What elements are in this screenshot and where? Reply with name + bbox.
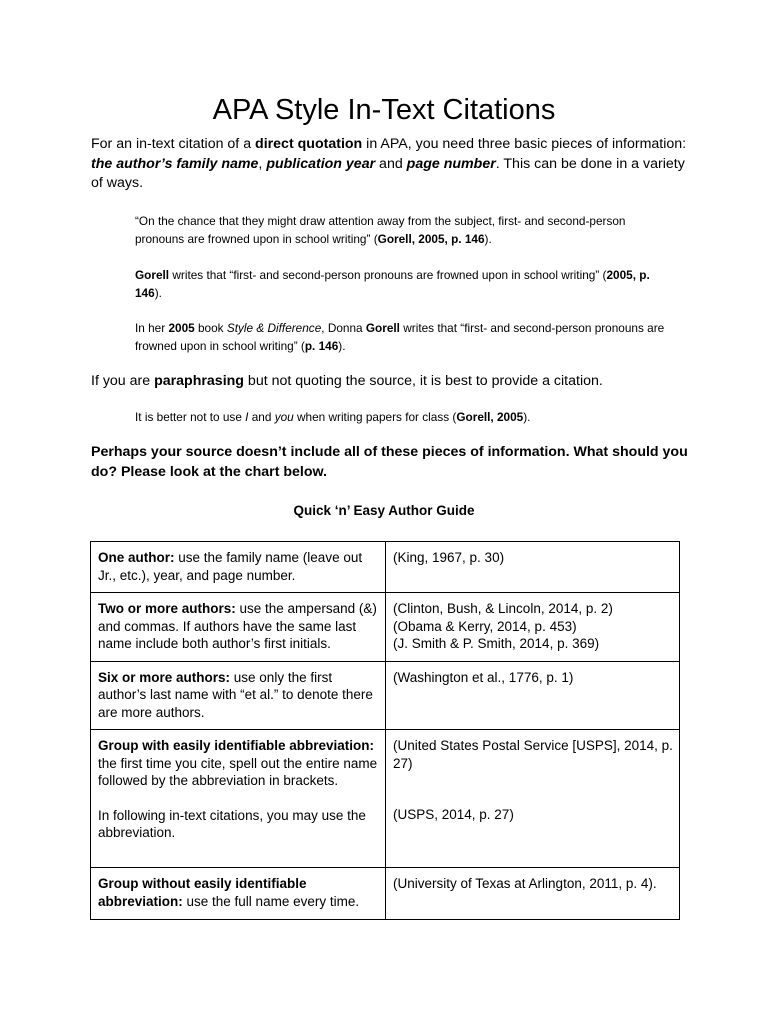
example4-italic-i: I <box>245 410 249 424</box>
rule-cell <box>91 730 386 868</box>
intro-text-5: . This can be done in a variety of ways. <box>91 155 685 191</box>
table-row <box>91 730 680 868</box>
intro-paragraph <box>91 135 691 194</box>
rule-label: Group with easily identifiable abbreviation: <box>98 738 375 753</box>
example-quote-1 <box>135 212 675 248</box>
example1-text-1: “On the chance that they might draw attention away from the subject, first- and second-person pronouns are frowned upon in school writing” ( <box>135 214 626 246</box>
intro-publication-year: publication year <box>266 155 376 172</box>
example3-text-3: , Donna <box>321 321 366 335</box>
citation-example: (University of Texas at Arlington, 2011, p. 4). <box>393 876 657 891</box>
rule-description: use the family name (leave out Jr., etc.), year, and page number. <box>98 550 363 583</box>
rule-cell <box>91 542 386 593</box>
example3-text-2: book <box>194 321 227 335</box>
example4-text-4: ). <box>523 410 531 424</box>
question-paragraph: Perhaps your source doesn’t include all of these pieces of information. What should you do? Please look at the chart below. <box>91 444 688 480</box>
intro-text-1: For an in-text citation of a <box>91 136 256 152</box>
rule-label: Two or more authors: <box>98 601 236 616</box>
table-row <box>91 661 680 730</box>
table-row <box>91 868 680 920</box>
table-row <box>91 542 680 593</box>
example-quote-2 <box>135 266 675 302</box>
intro-text-2: in APA, you need three basic pieces of information: <box>362 136 687 152</box>
citation-example: (United States Postal Service [USPS], 2014, p. 27) <box>393 738 673 771</box>
guide-title: Quick ‘n’ Easy Author Guide <box>293 503 475 518</box>
citation-example-followup: (USPS, 2014, p. 27) <box>393 807 514 822</box>
paraphrase-paragraph <box>91 372 691 392</box>
example4-text-1: It is better not to use <box>135 410 246 424</box>
example3-text-4: writes that “first- and second-person pronouns are frowned upon in school writing” ( <box>135 321 665 353</box>
example4-text-2: and <box>248 410 275 424</box>
paraphrase-keyword: paraphrasing <box>154 373 244 389</box>
example1-text-2: ). <box>484 232 492 246</box>
rule-description: use only the first author’s last name with “et al.” to denote there are more authors. <box>98 669 373 720</box>
rule-description: the first time you cite, spell out the entire name followed by the abbreviation in brackets. <box>98 755 378 788</box>
citation-example: (Clinton, Bush, & Lincoln, 2014, p. 2) <box>393 601 613 616</box>
author-guide-table <box>90 541 680 920</box>
paraphrase-text-1: If you are <box>91 373 155 389</box>
rule-label: Group without easily identifiable abbreviation: <box>98 876 307 909</box>
rule-description: use the full name every time. <box>182 893 360 909</box>
example-cell <box>386 730 680 868</box>
example3-page: p. 146 <box>304 339 339 353</box>
example-cell <box>386 593 680 662</box>
page-title: APA Style In-Text Citations <box>212 94 556 126</box>
rule-label: Six or more authors: <box>98 669 231 685</box>
rule-cell <box>91 593 386 662</box>
example1-citation: Gorell, 2005, p. 146 <box>377 232 485 246</box>
example-quote-3 <box>135 319 675 355</box>
intro-family-name: the author’s family name <box>91 155 259 172</box>
example-cell <box>386 868 680 920</box>
intro-page-number: page number <box>406 155 496 172</box>
rule-description-followup: In following in-text citations, you may use the abbreviation. <box>98 807 366 840</box>
citation-example: (Obama & Kerry, 2014, p. 453) <box>393 618 577 634</box>
citation-example: (Washington et al., 1776, p. 1) <box>393 669 574 685</box>
rule-description: use the ampersand (&) and commas. If authors have the same last name include both author’s first initials. <box>98 601 377 651</box>
rule-cell <box>91 661 386 730</box>
example4-italic-you: you <box>274 410 294 424</box>
example3-year: 2005 <box>168 321 195 335</box>
example2-text-1: writes that “first- and second-person pronouns are frowned upon in school writing” ( <box>169 268 607 282</box>
example3-text-1: In her <box>135 321 169 335</box>
example4-text-3: when writing papers for class ( <box>293 410 457 424</box>
example3-text-5: ). <box>338 339 346 353</box>
rule-label: One author: <box>98 550 175 565</box>
example-cell <box>386 661 680 730</box>
citation-example: (J. Smith & P. Smith, 2014, p. 369) <box>393 636 600 651</box>
example2-citation: 2005, p. 146 <box>135 268 650 300</box>
rule-cell <box>91 868 386 920</box>
paraphrase-text-2: but not quoting the source, it is best to provide a citation. <box>243 373 603 389</box>
example-quote-4 <box>135 408 675 426</box>
intro-direct-quotation: direct quotation <box>255 136 363 152</box>
example3-author: Gorell <box>365 321 400 335</box>
intro-text-4: and <box>375 155 407 172</box>
example2-text-2: ). <box>154 286 162 300</box>
example-cell <box>386 542 680 593</box>
citation-example: (King, 1967, p. 30) <box>393 550 505 565</box>
example4-citation: Gorell, 2005 <box>456 410 524 424</box>
example2-author: Gorell <box>135 268 170 282</box>
table-row <box>91 593 680 662</box>
example3-book-title: Style & Difference <box>226 321 322 335</box>
intro-text-3: , <box>258 155 267 172</box>
